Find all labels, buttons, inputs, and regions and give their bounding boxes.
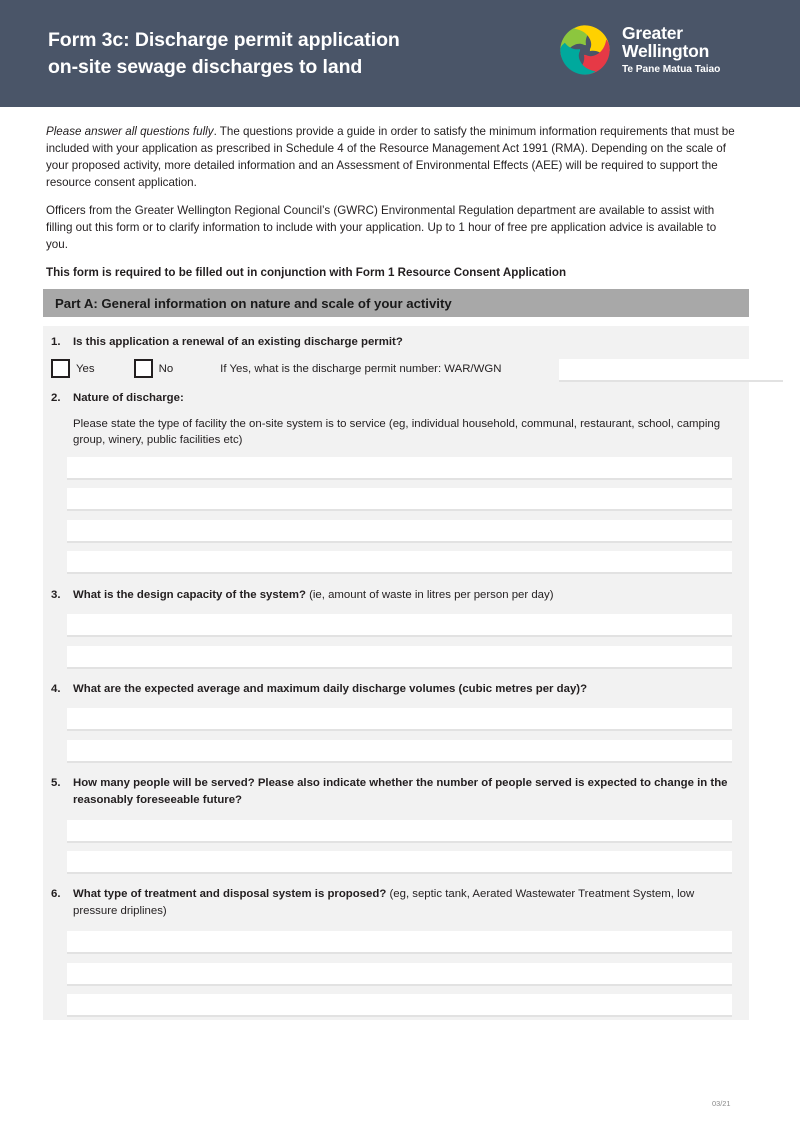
permit-number-prompt: If Yes, what is the discharge permit number: WAR/WGN	[220, 362, 502, 375]
question-5	[43, 775, 749, 808]
question-2-text: Nature of discharge:	[73, 392, 184, 404]
question-4-number: 4.	[51, 683, 61, 695]
intro-text-block	[46, 123, 738, 281]
question-2-answer-line-1[interactable]	[67, 457, 732, 480]
question-2-heading	[43, 390, 749, 407]
question-2-answer-line-4[interactable]	[67, 551, 732, 574]
checkbox-yes[interactable]	[51, 359, 70, 378]
question-5-answer-line-2[interactable]	[67, 851, 732, 874]
question-4	[43, 681, 749, 698]
question-1-number: 1.	[51, 336, 61, 348]
intro-paragraph-1	[46, 123, 738, 191]
question-6-heading	[43, 886, 749, 919]
logo-wordmark	[622, 22, 721, 75]
question-6-answer-line-1[interactable]	[67, 931, 732, 954]
question-6-number: 6.	[51, 888, 61, 900]
checkbox-no[interactable]	[134, 359, 153, 378]
koru-spiral-icon	[557, 22, 613, 78]
question-5-heading	[43, 775, 749, 808]
question-5-text: How many people will be served? Please also indicate whether the number of people served is expected to change in the reasonably foreseeable future?	[73, 777, 728, 806]
question-1-answer-row	[51, 359, 501, 378]
logo-word-greater: Greater	[622, 22, 683, 43]
intro-requirement-note: This form is required to be filled out in conjunction with Form 1 Resource Consent Application	[46, 266, 567, 280]
page-title	[48, 27, 400, 81]
logo-word-wellington: Wellington	[622, 41, 710, 62]
checkbox-yes-label: Yes	[76, 362, 95, 375]
question-3	[43, 587, 749, 604]
question-6-text: What type of treatment and disposal system is proposed?	[73, 888, 387, 900]
question-1	[43, 334, 749, 351]
question-3-text: What is the design capacity of the system?	[73, 589, 306, 601]
question-1-heading	[43, 334, 749, 351]
section-header-part-a	[43, 289, 749, 317]
question-3-answer-line-1[interactable]	[67, 614, 732, 637]
question-4-text: What are the expected average and maximum daily discharge volumes (cubic metres per day)?	[73, 683, 588, 695]
form-questions-panel	[43, 326, 749, 1020]
question-3-hint: (ie, amount of waste in litres per person per day)	[305, 589, 554, 601]
question-6-answer-line-3[interactable]	[67, 994, 732, 1017]
logo-tagline: Te Pane Matua Taiao	[622, 63, 721, 75]
question-6	[43, 886, 749, 919]
question-2-subtext: Please state the type of facility the on-site system is to service (eg, individual household, communal, restaurant, school, camping group, winery, public facilities etc)	[73, 417, 721, 447]
question-5-number: 5.	[51, 777, 61, 789]
question-2	[43, 390, 749, 449]
page-header-banner	[0, 0, 800, 107]
page-title-line-2: on-site sewage discharges to land	[48, 55, 363, 78]
question-3-heading	[43, 587, 749, 604]
question-2-answer-line-2[interactable]	[67, 488, 732, 511]
question-1-text: Is this application a renewal of an existing discharge permit?	[73, 336, 403, 348]
question-3-number: 3.	[51, 589, 61, 601]
question-4-answer-line-1[interactable]	[67, 708, 732, 731]
greater-wellington-logo	[557, 22, 720, 78]
permit-number-input[interactable]	[559, 359, 783, 382]
page-title-line-1: Form 3c: Discharge permit application	[48, 28, 400, 51]
question-2-answer-line-3[interactable]	[67, 520, 732, 543]
question-6-answer-line-2[interactable]	[67, 963, 732, 986]
intro-paragraph-1-rest: . The questions provide a guide in order to satisfy the minimum information requirements that must be included with your application as prescribed in Schedule 4 of the Resource Management Act 1991 (RMA). Depending on the scale of your proposed activity, more detailed information and an Assessment of Environmental Effects (AEE) will be required to support the resource consent application.	[46, 125, 735, 190]
question-3-answer-line-2[interactable]	[67, 646, 732, 669]
footer-revision-code: 03/21	[712, 1099, 731, 1108]
question-5-answer-line-1[interactable]	[67, 820, 732, 843]
intro-paragraph-2: Officers from the Greater Wellington Regional Council’s (GWRC) Environmental Regulation department are available to assist with filling out this form or to clarify information to include with your application. Up to 1 hour of free pre application advice is available to you.	[46, 204, 717, 252]
question-2-number: 2.	[51, 392, 61, 404]
checkbox-no-label: No	[158, 362, 174, 375]
intro-emphasis: Please answer all questions fully	[46, 125, 214, 138]
question-6-hint: (eg, septic tank, Aerated Wastewater Treatment System, low pressure driplines)	[73, 888, 695, 917]
question-4-heading	[43, 681, 749, 698]
section-header-label: Part A: General information on nature and scale of your activity	[55, 295, 452, 311]
question-4-answer-line-2[interactable]	[67, 740, 732, 763]
